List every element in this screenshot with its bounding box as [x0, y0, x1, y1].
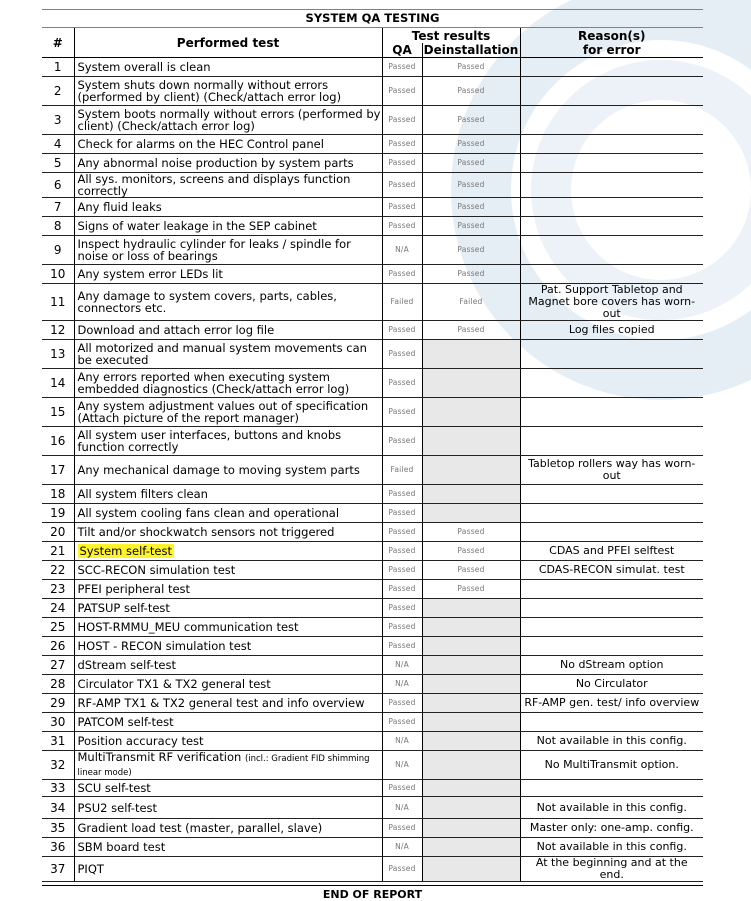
table-row	[42, 485, 703, 504]
test-label: All sys. monitors, screens and displays function correctly	[77, 172, 351, 198]
table-row	[42, 106, 703, 135]
row-number: 7	[42, 198, 74, 217]
header-performed-test: Performed test	[74, 28, 382, 58]
error-reason	[520, 713, 703, 732]
test-label: All system filters clean	[77, 487, 208, 501]
header-reason	[520, 28, 703, 58]
test-label: Tilt and/or shockwatch sensors not triggered	[77, 525, 335, 539]
qa-result: Passed	[382, 857, 422, 882]
test-label: System shuts down normally without errors (performed by client) (Check/attach error log)	[77, 78, 342, 104]
qa-result: Passed	[382, 427, 422, 456]
qa-result: Passed	[382, 369, 422, 398]
test-label: System overall is clean	[77, 60, 211, 74]
error-reason	[520, 504, 703, 523]
performed-test	[74, 154, 382, 173]
test-label: All system user interfaces, buttons and knobs function correctly	[77, 428, 342, 454]
qa-result: Passed	[382, 77, 422, 106]
performed-test	[74, 106, 382, 135]
test-label: Gradient load test (master, parallel, slave)	[77, 821, 323, 835]
deinstallation-result	[422, 504, 520, 523]
error-reason	[520, 618, 703, 637]
performed-test	[74, 58, 382, 77]
row-number: 21	[42, 542, 74, 561]
header-reason-line2: for error	[582, 42, 641, 57]
table-row	[42, 340, 703, 369]
error-reason: CDAS-RECON simulat. test	[520, 561, 703, 580]
performed-test	[74, 675, 382, 694]
error-reason: Not available in this config.	[520, 838, 703, 857]
error-reason	[520, 427, 703, 456]
test-label: HOST - RECON simulation test	[77, 639, 252, 653]
row-number: 36	[42, 838, 74, 857]
performed-test	[74, 456, 382, 485]
error-reason	[520, 77, 703, 106]
error-reason	[520, 58, 703, 77]
test-label: Any system error LEDs lit	[77, 267, 223, 281]
test-label: System boots normally without errors (performed by client) (Check/attach error log)	[77, 107, 381, 133]
qa-result: Failed	[382, 456, 422, 485]
deinstallation-result: Passed	[422, 217, 520, 236]
qa-result: Passed	[382, 504, 422, 523]
row-number: 17	[42, 456, 74, 485]
qa-result: Passed	[382, 154, 422, 173]
test-label: SCU self-test	[77, 781, 151, 795]
performed-test	[74, 173, 382, 198]
performed-test	[74, 819, 382, 838]
table-row	[42, 694, 703, 713]
qa-result: Passed	[382, 173, 422, 198]
qa-result: Passed	[382, 340, 422, 369]
qa-result: Passed	[382, 713, 422, 732]
performed-test	[74, 637, 382, 656]
deinstallation-result: Passed	[422, 77, 520, 106]
qa-result: Failed	[382, 284, 422, 321]
test-label: Any abnormal noise production by system parts	[77, 156, 354, 170]
header-test-results: Test results	[382, 28, 520, 43]
table-row	[42, 135, 703, 154]
qa-report-sheet	[42, 9, 703, 901]
error-reason: No dStream option	[520, 656, 703, 675]
table-row	[42, 656, 703, 675]
qa-result: Passed	[382, 561, 422, 580]
qa-result: Passed	[382, 265, 422, 284]
test-label: Any damage to system covers, parts, cables, connectors etc.	[77, 289, 337, 315]
error-reason: No MultiTransmit option.	[520, 751, 703, 780]
performed-test	[74, 340, 382, 369]
table-row	[42, 751, 703, 780]
test-label: SCC-RECON simulation test	[77, 563, 236, 577]
row-number: 1	[42, 58, 74, 77]
error-reason	[520, 173, 703, 198]
deinstallation-result	[422, 599, 520, 618]
table-row	[42, 504, 703, 523]
table-row	[42, 265, 703, 284]
row-number: 35	[42, 819, 74, 838]
test-label: Signs of water leakage in the SEP cabinet	[77, 219, 317, 233]
performed-test	[74, 838, 382, 857]
table-row	[42, 732, 703, 751]
table-row	[42, 838, 703, 857]
performed-test	[74, 618, 382, 637]
deinstallation-result	[422, 694, 520, 713]
test-label: Any mechanical damage to moving system parts	[77, 463, 360, 477]
row-number: 37	[42, 857, 74, 882]
qa-result: Passed	[382, 398, 422, 427]
test-label: System self-test	[79, 544, 172, 558]
performed-test	[74, 751, 382, 780]
qa-result: N/A	[382, 656, 422, 675]
deinstallation-result	[422, 340, 520, 369]
performed-test	[74, 561, 382, 580]
row-number: 24	[42, 599, 74, 618]
performed-test	[74, 713, 382, 732]
error-reason	[520, 637, 703, 656]
performed-test	[74, 284, 382, 321]
deinstallation-result	[422, 732, 520, 751]
row-number: 32	[42, 751, 74, 780]
test-label: PATSUP self-test	[77, 601, 170, 615]
qa-result: Passed	[382, 321, 422, 340]
performed-test	[74, 485, 382, 504]
error-reason	[520, 265, 703, 284]
performed-test	[74, 694, 382, 713]
table-row	[42, 321, 703, 340]
error-reason	[520, 217, 703, 236]
qa-result: Passed	[382, 58, 422, 77]
table-row	[42, 618, 703, 637]
error-reason: Master only: one-amp. config.	[520, 819, 703, 838]
performed-test	[74, 369, 382, 398]
test-label: All motorized and manual system movements can be executed	[77, 341, 367, 367]
deinstallation-result: Passed	[422, 236, 520, 265]
qa-result: N/A	[382, 797, 422, 819]
error-reason: CDAS and PFEI selftest	[520, 542, 703, 561]
test-label: RF-AMP TX1 & TX2 general test and info overview	[77, 696, 365, 710]
performed-test	[74, 265, 382, 284]
report-title: SYSTEM QA TESTING	[42, 9, 703, 28]
error-reason	[520, 485, 703, 504]
deinstallation-result: Passed	[422, 58, 520, 77]
row-number: 16	[42, 427, 74, 456]
deinstallation-result	[422, 456, 520, 485]
deinstallation-result: Passed	[422, 321, 520, 340]
error-reason: Not available in this config.	[520, 797, 703, 819]
row-number: 31	[42, 732, 74, 751]
performed-test	[74, 542, 382, 561]
qa-result: Passed	[382, 819, 422, 838]
row-number: 9	[42, 236, 74, 265]
table-row	[42, 427, 703, 456]
table-row	[42, 857, 703, 882]
table-row	[42, 284, 703, 321]
table-row	[42, 173, 703, 198]
deinstallation-result	[422, 675, 520, 694]
row-number: 30	[42, 713, 74, 732]
test-label: dStream self-test	[77, 658, 176, 672]
table-header	[42, 28, 703, 58]
table-row	[42, 217, 703, 236]
row-number: 12	[42, 321, 74, 340]
row-number: 13	[42, 340, 74, 369]
error-reason: Not available in this config.	[520, 732, 703, 751]
header-qa: QA	[382, 43, 422, 58]
error-reason: Tabletop rollers way has worn-out	[520, 456, 703, 485]
row-number: 6	[42, 173, 74, 198]
deinstallation-result	[422, 857, 520, 882]
table-row	[42, 154, 703, 173]
row-number: 11	[42, 284, 74, 321]
error-reason	[520, 369, 703, 398]
error-reason: Pat. Support Tabletop and Magnet bore covers has worn-out	[520, 284, 703, 321]
qa-result: Passed	[382, 135, 422, 154]
test-label: Any fluid leaks	[77, 200, 162, 214]
error-reason	[520, 580, 703, 599]
deinstallation-result: Passed	[422, 580, 520, 599]
performed-test	[74, 523, 382, 542]
table-row	[42, 675, 703, 694]
performed-test	[74, 77, 382, 106]
qa-result: Passed	[382, 542, 422, 561]
test-label: Check for alarms on the HEC Control panel	[77, 137, 324, 151]
qa-result: Passed	[382, 523, 422, 542]
row-number: 8	[42, 217, 74, 236]
table-row	[42, 599, 703, 618]
deinstallation-result	[422, 369, 520, 398]
header-deinstallation: Deinstallation	[423, 43, 519, 57]
deinstallation-result	[422, 819, 520, 838]
error-reason: No Circulator	[520, 675, 703, 694]
qa-result: Passed	[382, 618, 422, 637]
error-reason	[520, 198, 703, 217]
table-row	[42, 637, 703, 656]
test-label: PFEI peripheral test	[77, 582, 191, 596]
performed-test	[74, 857, 382, 882]
error-reason	[520, 780, 703, 797]
qa-result: Passed	[382, 106, 422, 135]
deinstallation-result	[422, 751, 520, 780]
row-number: 14	[42, 369, 74, 398]
qa-result: Passed	[382, 637, 422, 656]
deinstallation-result: Failed	[422, 284, 520, 321]
performed-test	[74, 135, 382, 154]
test-label-note: (incl.: Gradient FID shimming linear mode)	[77, 754, 370, 778]
error-reason	[520, 236, 703, 265]
deinstallation-result	[422, 485, 520, 504]
test-label: PATCOM self-test	[77, 715, 174, 729]
row-number: 2	[42, 77, 74, 106]
row-number: 26	[42, 637, 74, 656]
row-number: 28	[42, 675, 74, 694]
error-reason	[520, 106, 703, 135]
test-label: Circulator TX1 & TX2 general test	[77, 677, 271, 691]
deinstallation-result: Passed	[422, 523, 520, 542]
row-number: 34	[42, 797, 74, 819]
row-number: 20	[42, 523, 74, 542]
table-row	[42, 523, 703, 542]
deinstallation-result: Passed	[422, 173, 520, 198]
test-label: Download and attach error log file	[77, 323, 275, 337]
performed-test	[74, 732, 382, 751]
test-label: Any errors reported when executing system embedded diagnostics (Check/attach error log)	[77, 370, 350, 396]
end-of-report: END OF REPORT	[42, 885, 703, 901]
performed-test	[74, 580, 382, 599]
table-row	[42, 797, 703, 819]
table-row	[42, 580, 703, 599]
qa-result: Passed	[382, 198, 422, 217]
qa-result: Passed	[382, 599, 422, 618]
qa-result: N/A	[382, 236, 422, 265]
table-body	[42, 58, 703, 882]
header-reason-line1: Reason(s)	[577, 28, 646, 43]
deinstallation-result: Passed	[422, 154, 520, 173]
test-label: HOST-RMMU_MEU communication test	[77, 620, 299, 634]
error-reason: RF-AMP gen. test/ info overview	[520, 694, 703, 713]
performed-test	[74, 504, 382, 523]
table-row	[42, 780, 703, 797]
test-label: Inspect hydraulic cylinder for leaks / spindle for noise or loss of bearings	[77, 237, 351, 263]
qa-result: Passed	[382, 485, 422, 504]
table-row	[42, 77, 703, 106]
table-row	[42, 561, 703, 580]
test-label: Position accuracy test	[77, 734, 204, 748]
deinstallation-result	[422, 797, 520, 819]
table-row	[42, 819, 703, 838]
error-reason	[520, 340, 703, 369]
table-row	[42, 398, 703, 427]
performed-test	[74, 398, 382, 427]
performed-test	[74, 198, 382, 217]
qa-result: N/A	[382, 838, 422, 857]
qa-result: N/A	[382, 751, 422, 780]
table-row	[42, 542, 703, 561]
table-row	[42, 236, 703, 265]
deinstallation-result	[422, 713, 520, 732]
error-reason	[520, 154, 703, 173]
deinstallation-result: Passed	[422, 561, 520, 580]
test-label: MultiTransmit RF verification	[77, 750, 242, 764]
deinstallation-result: Passed	[422, 265, 520, 284]
deinstallation-result	[422, 656, 520, 675]
error-reason	[520, 523, 703, 542]
deinstallation-result: Passed	[422, 198, 520, 217]
test-label: All system cooling fans clean and operational	[77, 506, 340, 520]
qa-result: Passed	[382, 694, 422, 713]
error-reason	[520, 135, 703, 154]
test-label: SBM board test	[77, 840, 166, 854]
performed-test	[74, 656, 382, 675]
qa-result: N/A	[382, 732, 422, 751]
deinstallation-result: Passed	[422, 135, 520, 154]
deinstallation-result: Passed	[422, 106, 520, 135]
test-label: PSU2 self-test	[77, 800, 158, 815]
performed-test	[74, 321, 382, 340]
qa-result: Passed	[382, 580, 422, 599]
deinstallation-result: Passed	[422, 542, 520, 561]
test-label: PIQT	[77, 862, 104, 876]
performed-test	[74, 599, 382, 618]
header-num: #	[42, 28, 74, 58]
qa-result: Passed	[382, 780, 422, 797]
row-number: 19	[42, 504, 74, 523]
table-row	[42, 713, 703, 732]
qa-result: N/A	[382, 675, 422, 694]
table-row	[42, 369, 703, 398]
deinstallation-result	[422, 427, 520, 456]
row-number: 5	[42, 154, 74, 173]
error-reason: Log files copied	[520, 321, 703, 340]
row-number: 27	[42, 656, 74, 675]
performed-test	[74, 780, 382, 797]
row-number: 4	[42, 135, 74, 154]
deinstallation-result	[422, 398, 520, 427]
row-number: 23	[42, 580, 74, 599]
deinstallation-result	[422, 838, 520, 857]
test-label: Any system adjustment values out of specification (Attach picture of the report manager)	[77, 399, 369, 425]
row-number: 10	[42, 265, 74, 284]
deinstallation-result	[422, 618, 520, 637]
qa-results-table	[42, 28, 703, 882]
table-row	[42, 456, 703, 485]
row-number: 3	[42, 106, 74, 135]
performed-test	[74, 797, 382, 819]
table-row	[42, 198, 703, 217]
row-number: 25	[42, 618, 74, 637]
row-number: 18	[42, 485, 74, 504]
error-reason	[520, 398, 703, 427]
error-reason: At the beginning and at the end.	[520, 857, 703, 882]
table-row	[42, 58, 703, 77]
row-number: 33	[42, 780, 74, 797]
performed-test	[74, 217, 382, 236]
qa-result: Passed	[382, 217, 422, 236]
row-number: 15	[42, 398, 74, 427]
performed-test	[74, 236, 382, 265]
row-number: 29	[42, 694, 74, 713]
deinstallation-result	[422, 780, 520, 797]
performed-test	[74, 427, 382, 456]
deinstallation-result	[422, 637, 520, 656]
row-number: 22	[42, 561, 74, 580]
error-reason	[520, 599, 703, 618]
